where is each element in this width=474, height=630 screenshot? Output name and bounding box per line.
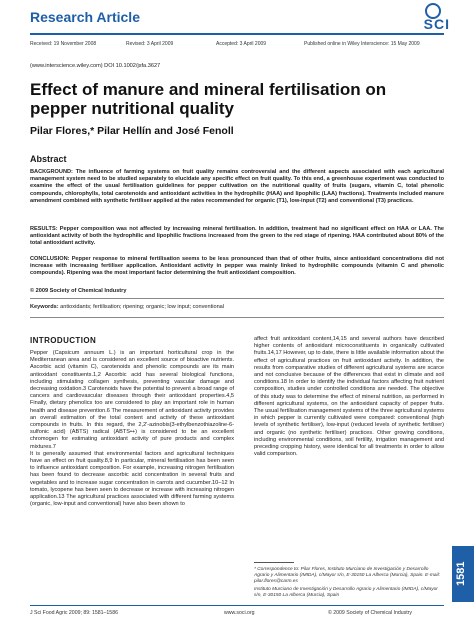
abstract-copyright: © 2009 Society of Chemical Industry: [30, 288, 127, 294]
page-number-tab: [452, 546, 474, 602]
section-label: Research Article: [30, 9, 140, 25]
page-number: 1581: [455, 561, 467, 586]
sci-logo: [398, 3, 450, 33]
footer-rule: [30, 605, 444, 606]
conclusion-text: Pepper response to mineral fertilisation seems to be less pronounced than that of other fruits, since antioxidant concentrations did not increase with increasing fertiliser application. Antioxidant activity in pepper was mainly linked to hydrophilic compounds (vitamin C and phenolic compounds). Ripening was the most important factor determining the fruit antioxidant composition.: [30, 256, 444, 277]
doi-line: (www.interscience.wiley.com) DOI 10.1002/jsfa.3627: [30, 63, 161, 69]
footnote-affiliation: Instituto Murciano de Investigación y Desarrollo Agrario y Alimentario (IMIDA), c/Mayor s/n, E-30150 La Alberca (Murcia), Spain: [254, 587, 438, 598]
keywords-text: antioxidants; fertilisation; ripening; organic; low input; conventional: [58, 304, 225, 310]
accepted-date: Accepted: 3 April 2009: [216, 41, 267, 47]
introduction-heading: INTRODUCTION: [30, 336, 97, 345]
footer-citation: J Sci Food Agric 2009; 89: 1581–1586: [30, 610, 118, 616]
abstract-background: [30, 169, 444, 205]
published-date: Published online in Wiley Interscience: 15 May 2009: [304, 41, 420, 47]
abstract-results: [30, 226, 444, 248]
author-list: Pilar Flores,* Pilar Hellín and José Fenoll: [30, 125, 234, 137]
footer-site[interactable]: www.soci.org: [224, 610, 255, 616]
results-text: Pepper composition was not affected by increasing mineral fertilisation. In addition, treatment had no significant effect on HAA or LAA. The antioxidant activity of both the hydrophilic and lipophilic fractions increased from the green to the red stage of ripening. HAA contributed about 80% of the total antioxidant activity.: [30, 226, 444, 247]
header-rule: [30, 33, 444, 35]
revised-date: Revised: 3 April 2009: [126, 41, 174, 47]
footnote-correspondence: * Correspondence to: Pilar Flores, Instituto Murciano de Investigación y Desarrollo Agrario y Alimentario (IMIDA), c/Mayor s/n, E-30150 La Alberca (Murcia), Spain. E-mail: pilar.flores@carm.es: [254, 567, 440, 584]
background-label: BACKGROUND:: [30, 169, 73, 175]
received-date: Received: 19 November 2008: [30, 41, 97, 47]
footnote-rule: [254, 562, 294, 563]
intro-left-column: Pepper (Capsicum annuum L.) is an important horticultural crop in the Mediterranean area and is considered an excellent source of bioactive nutrients. Ascorbic acid (vitamin C), carotenoids and phenolic compounds are its main antioxidant constituents.1,2 Ascorbic acid has several biological functions, including stimulating collagen synthesis, preventing vascular damage and decreasing oxidation.3 Carotenoids have the potential to prevent a broad range of cancers and cardiovascular diseases through their antioxidant properties.4,5 Finally, dietary phenolics too are considered to play an important role in human health and disease prevention.6 The measurement of antioxidant activity provides an overall estimation of the total content and activity of these antioxidant compounds in fruits. In this regard, the 2,2'-azinobis(3-ethylbenzothiazoline-6-sulfonic acid) (ABTS) radical (ABTS•+) is considered to be an excellent chromogen for estimating antioxidant activity of pure products and complex mixtures.7 It is generally assumed that environmental factors and agricultural techniques have an effect on fruit quality.8,9 In particular, mineral fertilisation has been seen to influence antioxidant composition. For example, increasing nitrogen fertilisation has been found to decrease ascorbic acid concentration in several fruits and vegetables and to increase sugar concentration in carrots and cucumber.10–12 In tomato, lycopene has been seen to decrease or increase with increasing nitrogen application.13 The agricultural practices associated with different farming systems (organic, low-input and conventional) have also been shown to: [30, 350, 234, 508]
abstract-rule-bottom: [30, 317, 444, 318]
background-text: The influence of farming systems on fruit quality remains controversial and the different aspects associated with each agricultural management system need to be studied separately to elucidate any specific effect on fruit quality. To this end, a greenhouse experiment was conducted to examine the effect of the usual fertilisation guidelines for pepper cultivation on the nutritional quality of fruits (sugars, vitamin C, total phenolic compounds, chlorophylls, total carotenoids and antioxidant activities in the hydrophilic (HAA) and lipophilic (LAA) fractions). Treatments included manure amendment combined with synthetic fertiliser applied at the rates recommended for organic (T1), low-input (T2) and conventional (T3) practices.: [30, 169, 444, 204]
keywords-label: Keywords:: [30, 304, 59, 310]
conclusion-label: CONCLUSION:: [30, 256, 70, 262]
intro-right-column: affect fruit antioxidant content,14,15 and several authors have described higher contents of antioxidant microconstituents in organically cultivated fruits.14,17 However, up to date, there is little available information about the effect of agricultural practices on fruit antioxidant activity. In addition, the results from comparative studies of different agricultural systems are scarce and not conclusive because of the differences that exist in climate and soil conditions.18 In order to identify the individual factors affecting fruit nutrient composition, studies under controlled conditions are needed. The objective of this study was to determine the effect of mineral nutrition, as performed in different agricultural systems, on the antioxidant capacity of pepper fruits. The usual fertilisation management systems of the three agricultural systems in which pepper is currently cultivated were compared: conventional (high levels of synthetic fertiliser), low-input (reduced levels of synthetic fertiliser) and organic (no synthetic fertiliser) practices. Other growing conditions, including environmental conditions, soil fertility, irrigation management and preceding cropping history, were identical for all treatments in order to allow valid comparison.: [254, 336, 444, 458]
article-title: Effect of manure and mineral fertilisation on pepper nutritional quality: [30, 80, 387, 118]
results-label: RESULTS:: [30, 226, 58, 232]
logo-text: SCI: [423, 16, 450, 32]
abstract-heading: Abstract: [30, 154, 67, 164]
article-dates: [30, 41, 444, 51]
keywords: [30, 304, 444, 310]
abstract-rule-top: [30, 298, 444, 299]
abstract-conclusion: [30, 256, 444, 278]
footer-copyright: © 2009 Society of Chemical Industry: [328, 610, 412, 616]
